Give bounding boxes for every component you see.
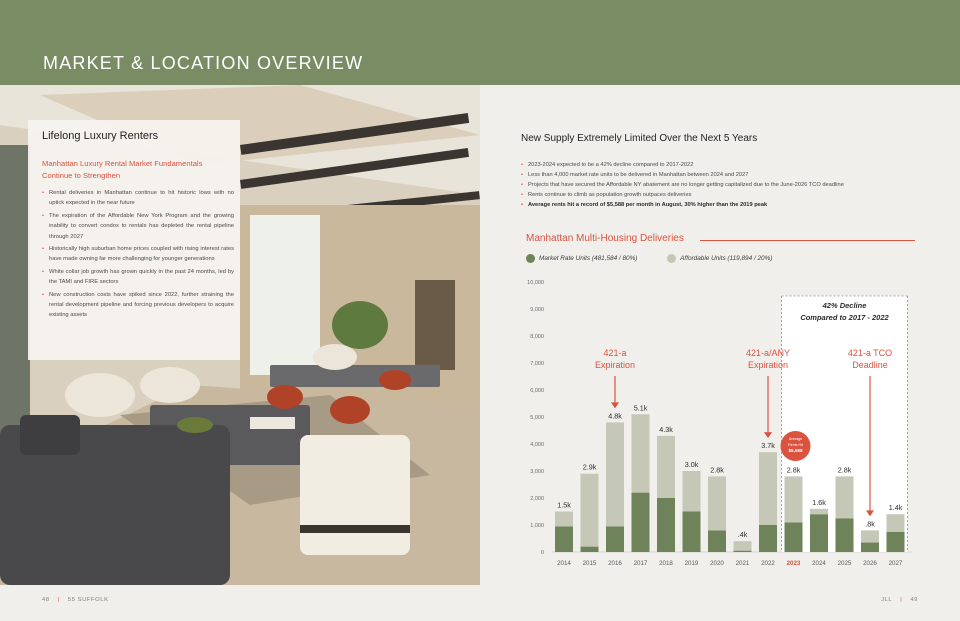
card-bullet-list: [42, 188, 234, 323]
x-tick-label: 2020: [710, 560, 724, 567]
bar-market-rate: [861, 543, 879, 552]
y-tick-label: 6,000: [530, 388, 544, 394]
bar-affordable: [606, 422, 624, 526]
annotation-arrow-head: [611, 402, 619, 408]
bar-total-label: .4k: [737, 530, 748, 540]
decline-box-label: 42% Decline: [822, 301, 867, 310]
footer-right-label: JLL: [881, 597, 893, 603]
bar-total-label: 2.8k: [786, 465, 801, 475]
decline-box-label: Compared to 2017 - 2022: [800, 313, 889, 322]
bar-total-label: 2.9k: [582, 462, 597, 472]
annotation-label: Expiration: [594, 360, 636, 370]
supply-bullet: • Rents continue to climb as population growth outpaces deliveries: [521, 190, 921, 200]
annotation-arrow-head: [764, 432, 772, 438]
x-tick-label: 2022: [761, 560, 775, 567]
bar-affordable: [734, 541, 752, 550]
bar-affordable: [810, 509, 828, 514]
supply-bullet-highlight: • Average rents hit a record of $5,588 per month in August, 30% higher than the 2019 peak: [521, 200, 921, 210]
bar-market-rate: [555, 526, 573, 552]
bar-market-rate: [708, 530, 726, 552]
x-tick-label: 2027: [888, 560, 903, 567]
deliveries-bar-chart: [520, 272, 920, 572]
chart-title-rule: [700, 240, 915, 241]
card-bullet: • New construction costs have spiked since 2022, further straining the rental development pipeline and forcing previous developers to acquire existing assets: [42, 290, 234, 321]
bar-total-label: 1.4k: [888, 503, 903, 513]
y-tick-label: 2,000: [530, 496, 544, 502]
legend-item-market: [526, 254, 637, 263]
header-banner: [0, 0, 960, 85]
annotation-label: Expiration: [747, 360, 789, 370]
bar-total-label: 1.5k: [557, 500, 571, 510]
bar-total-label: 2.8k: [837, 465, 852, 475]
footer-left-page: 48: [42, 597, 50, 603]
bar-affordable: [632, 414, 650, 492]
y-tick-label: 10,000: [527, 280, 544, 286]
x-tick-label: 2014: [557, 560, 571, 567]
average-rent-badge-text: $5,588: [788, 448, 803, 453]
x-tick-label: 2016: [608, 560, 622, 567]
bar-affordable: [683, 471, 701, 512]
bar-market-rate: [759, 525, 777, 552]
legend-swatch-affordable: [667, 254, 676, 263]
bar-total-label: 5.1k: [633, 403, 648, 413]
x-tick-label: 2023: [786, 560, 801, 567]
annotation-label: 421-a: [603, 348, 627, 358]
bar-affordable: [708, 476, 726, 530]
card-bullet: • Rental deliveries in Manhattan continue to hit historic lows with no uptick expected in the near future: [42, 188, 234, 209]
bar-affordable: [555, 512, 573, 527]
bar-market-rate: [785, 522, 803, 552]
bar-total-label: 1.6k: [812, 497, 826, 507]
y-tick-label: 3,000: [530, 469, 544, 475]
bar-market-rate: [836, 518, 854, 552]
legend-label-affordable: Affordable Units (119,894 / 20%): [680, 255, 773, 262]
annotation-label: Deadline: [852, 360, 888, 370]
y-tick-label: 7,000: [530, 361, 544, 367]
supply-bullet: • Projects that have secured the Affordable NY abatement are no longer getting capitalized due to the June-2026 TCO deadline: [521, 180, 921, 190]
x-tick-label: 2017: [633, 560, 648, 567]
bar-affordable: [759, 452, 777, 525]
bar-affordable: [657, 436, 675, 498]
card-bullet: • Historically high suburban home prices coupled with rising interest rates have made owning far more challenging for younger generations: [42, 244, 234, 265]
bar-market-rate: [657, 498, 675, 552]
average-rent-badge-text: Average: [788, 437, 803, 441]
average-rent-badge-text: Rents Hit: [788, 443, 803, 447]
bar-market-rate: [683, 512, 701, 553]
bar-affordable: [861, 530, 879, 542]
supply-bullet: • Less than 4,000 market rate units to be delivered in Manhattan between 2024 and 2027: [521, 170, 921, 180]
footer-left-label: 55 SUFFOLK: [67, 597, 109, 603]
bar-market-rate: [734, 551, 752, 552]
bar-total-label: 4.3k: [659, 424, 673, 434]
bar-affordable: [836, 476, 854, 518]
x-tick-label: 2021: [735, 560, 750, 567]
card-subtitle: Manhattan Luxury Rental Market Fundamentals Continue to Strengthen: [42, 159, 203, 180]
x-tick-label: 2019: [684, 560, 699, 567]
legend-item-affordable: [667, 254, 772, 263]
x-tick-label: 2015: [582, 560, 597, 567]
bar-affordable: [785, 476, 803, 522]
page-title: MARKET & LOCATION OVERVIEW: [43, 53, 364, 73]
y-tick-label: 8,000: [530, 334, 544, 340]
legend-swatch-market: [526, 254, 535, 263]
chart-title: Manhattan Multi-Housing Deliveries: [526, 233, 684, 244]
supply-bullet-list: [521, 160, 921, 210]
card-title: Lifelong Luxury Renters: [42, 130, 159, 142]
card-bullet: • The expiration of the Affordable New York Program and the growing inability to convert condos to rentals has depleted the rental pipeline through 2027: [42, 211, 234, 242]
bar-total-label: 4.8k: [608, 411, 622, 421]
supply-section-title: New Supply Extremely Limited Over the Next 5 Years: [521, 133, 758, 144]
legend-label-market: Market Rate Units (481,584 / 80%): [539, 255, 638, 262]
bar-market-rate: [632, 493, 650, 552]
footer-left: [42, 597, 109, 603]
annotation-label: 421-a/ANY: [745, 348, 791, 358]
bar-total-label: .8k: [865, 519, 875, 529]
y-tick-label: 1,000: [530, 523, 544, 529]
bar-total-label: 3.0k: [684, 460, 699, 469]
bar-market-rate: [606, 526, 624, 552]
y-tick-label: 9,000: [530, 307, 544, 313]
bar-total-label: 3.7k: [761, 441, 775, 451]
x-tick-label: 2024: [812, 560, 826, 567]
bar-affordable: [581, 474, 599, 547]
footer-right-page: 49: [910, 597, 918, 603]
bar-affordable: [887, 514, 905, 532]
x-tick-label: 2025: [837, 560, 852, 567]
x-tick-label: 2026: [863, 560, 877, 567]
footer-divider: |: [900, 597, 903, 603]
bar-market-rate: [887, 532, 905, 552]
supply-bullet: • 2023-2024 expected to be a 42% decline compared to 2017-2022: [521, 160, 921, 170]
bar-market-rate: [810, 514, 828, 552]
y-tick-label: 4,000: [530, 442, 544, 448]
card-bullet: • White collar job growth has grown quickly in the past 24 months, led by the TAMI and FIRE sectors: [42, 267, 234, 288]
y-tick-label: 5,000: [530, 415, 544, 421]
chart-legend: [526, 254, 800, 265]
footer-right: [881, 597, 918, 603]
bar-total-label: 2.8k: [710, 465, 724, 475]
footer-divider: |: [57, 597, 60, 603]
y-tick-label: 0: [540, 550, 544, 556]
lifelong-luxury-renters-card: [28, 120, 240, 360]
bar-market-rate: [581, 547, 599, 552]
annotation-label: 421-a TCO: [847, 348, 893, 358]
x-tick-label: 2018: [659, 560, 673, 567]
